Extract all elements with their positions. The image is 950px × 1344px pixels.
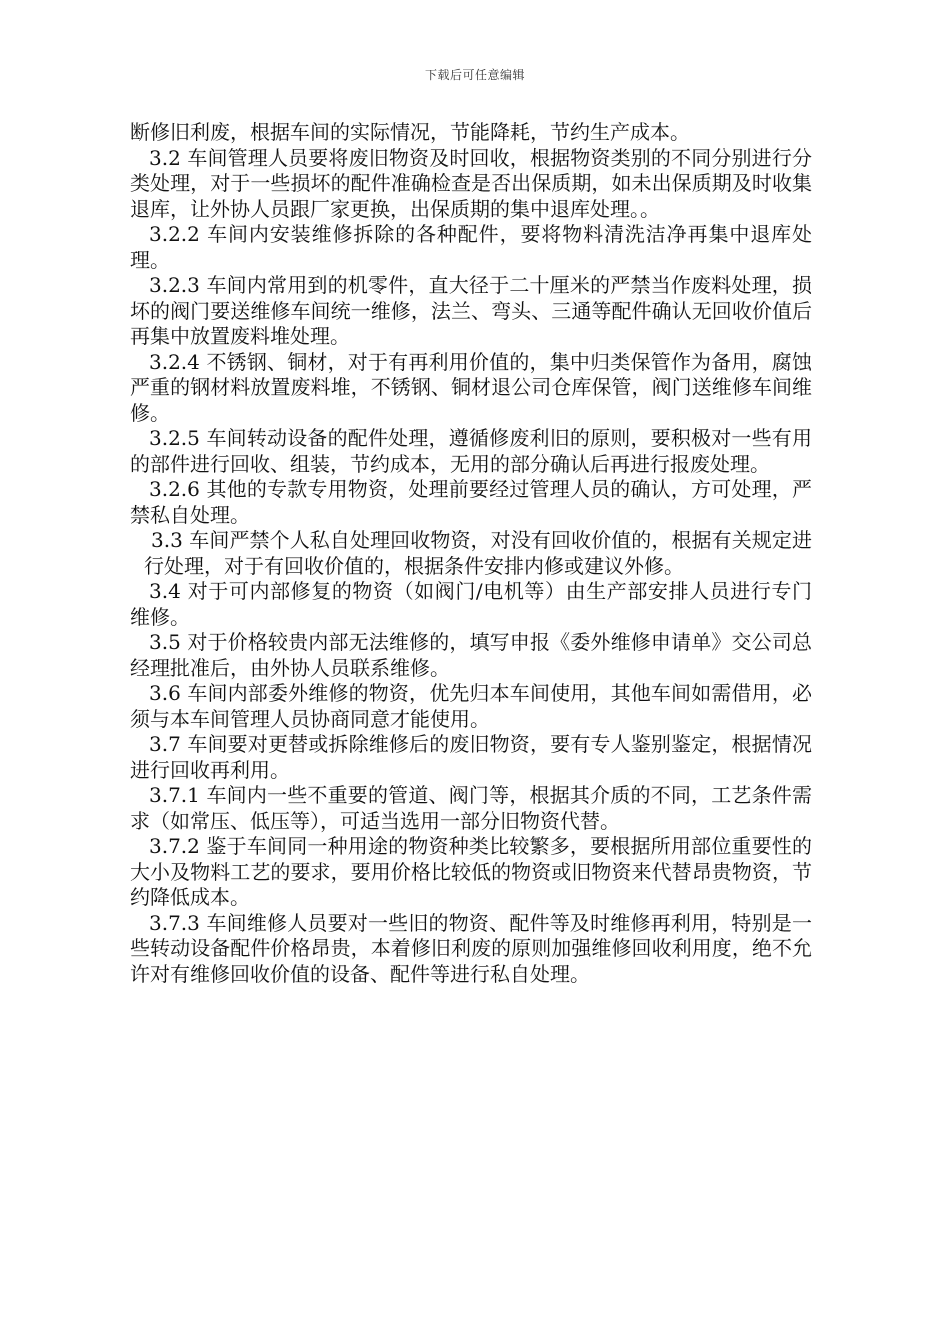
paragraph-3-7-1: 3.7.1 车间内一些不重要的管道、阀门等，根据其介质的不同，工艺条件需求（如常压、低压等），可适当选用一部分旧物资代替。 (130, 783, 812, 833)
paragraph-3-7-3: 3.7.3 车间维修人员要对一些旧的物资、配件等及时维修再利用，特别是一些转动设备配件价格昂贵，本着修旧利废的原则加强维修回收利用度，绝不允许对有维修回收价值的设备、配件等进行私自处理。 (130, 910, 812, 986)
paragraph-3-2: 3.2 车间管理人员要将废旧物资及时回收，根据物资类别的不同分别进行分类处理，对于一些损坏的配件准确检查是否出保质期，如未出保质期及时收集退库，让外协人员跟厂家更换，出保质期的集中退库处理。。 (130, 145, 812, 221)
paragraph-3-7-2: 3.7.2 鉴于车间同一种用途的物资种类比较繁多，要根据所用部位重要性的大小及物料工艺的要求，要用价格比较低的物资或旧物资来代替昂贵物资，节约降低成本。 (130, 834, 812, 909)
paragraph-3-3: 3.3 车间严禁个人私自处理回收物资，对没有回收价值的，根据有关规定进行处理，对于有回收价值的，根据条件安排内修或建议外修。 (144, 528, 812, 578)
page-header: 下载后可任意编辑 (424, 68, 525, 82)
paragraph-3-2-2: 3.2.2 车间内安装维修拆除的各种配件，要将物料清洗洁净再集中退库处理。 (130, 222, 812, 272)
paragraph-3-2-3: 3.2.3 车间内常用到的机零件，直大径于二十厘米的严禁当作废料处理，损坏的阀门要送维修车间统一维修，法兰、弯头、三通等配件确认无回收价值后再集中放置废料堆处理。 (130, 273, 812, 348)
paragraph-3-2-4: 3.2.4 不锈钢、铜材，对于有再利用价值的，集中归类保管作为备用，腐蚀严重的钢材料放置废料堆，不锈钢、铜材退公司仓库保管，阀门送维修车间维修。 (130, 349, 812, 425)
paragraph-3-2-6: 3.2.6 其他的专款专用物资，处理前要经过管理人员的确认，方可处理，严禁私自处理。 (130, 477, 812, 527)
paragraph-continuation: 断修旧利废，根据车间的实际情况，节能降耗，节约生产成本。 (130, 120, 690, 144)
document-body (130, 120, 812, 987)
paragraph-3-4: 3.4 对于可内部修复的物资（如阀门/电机等）由生产部安排人员进行专门维修。 (130, 579, 812, 629)
paragraph-3-7: 3.7 车间要对更替或拆除维修后的废旧物资，要有专人鉴别鉴定，根据情况进行回收再利用。 (130, 732, 812, 782)
paragraph-3-5: 3.5 对于价格较贵内部无法维修的，填写申报《委外维修申请单》交公司总经理批准后，由外协人员联系维修。 (130, 630, 812, 680)
paragraph-3-2-5: 3.2.5 车间转动设备的配件处理，遵循修废利旧的原则，要积极对一些有用的部件进行回收、组装，节约成本，无用的部分确认后再进行报废处理。 (130, 426, 812, 476)
paragraph-3-6: 3.6 车间内部委外维修的物资，优先归本车间使用，其他车间如需借用，必须与本车间管理人员协商同意才能使用。 (130, 681, 812, 731)
